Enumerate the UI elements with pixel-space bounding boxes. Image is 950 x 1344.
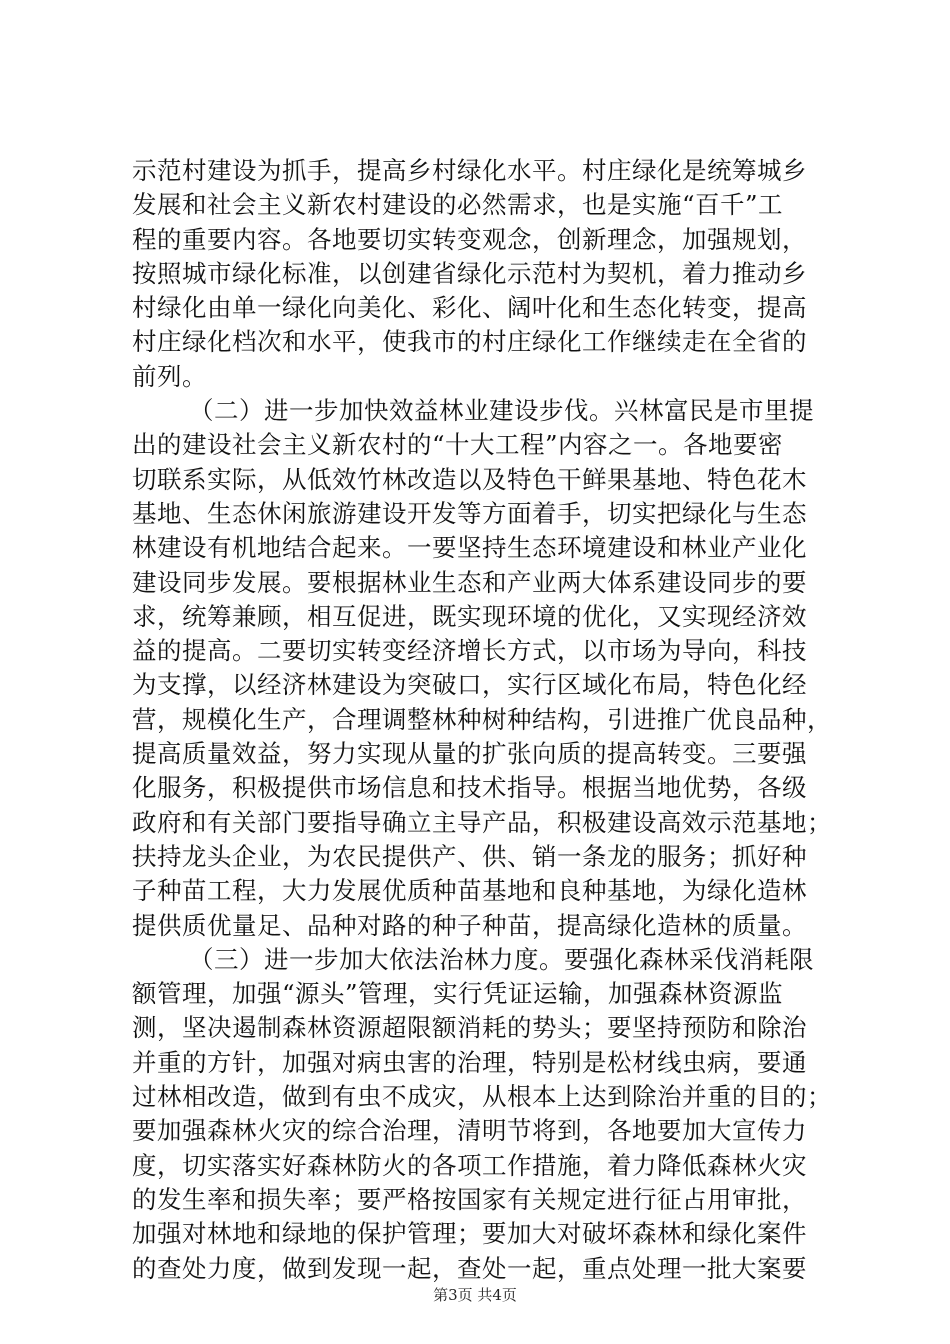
- text-line: 基地、生态休闲旅游建设开发等方面着手，切实把绿化与生态: [132, 498, 807, 528]
- text-line: 政府和有关部门要指导确立主导产品，积极建设高效示范基地；: [132, 807, 832, 837]
- text-line: 村绿化由单一绿化向美化、彩化、阔叶化和生态化转变，提高: [132, 293, 807, 323]
- text-line: 度，切实落实好森林防火的各项工作措施，着力降低森林火灾: [132, 1150, 807, 1180]
- text-line: 求，统筹兼顾，相互促进，既实现环境的优化，又实现经济效: [132, 601, 807, 631]
- text-line: 提高质量效益，努力实现从量的扩张向质的提高转变。三要强: [132, 739, 807, 769]
- text-line: 建设同步发展。要根据林业生态和产业两大体系建设同步的要: [132, 567, 807, 597]
- text-line: 示范村建设为抓手，提高乡村绿化水平。村庄绿化是统筹城乡: [132, 156, 807, 185]
- text-line: （二）进一步加快效益林业建设步伐。兴林富民是市里提: [189, 396, 814, 426]
- text-line: 的发生率和损失率；要严格按国家有关规定进行征占用审批，: [132, 1184, 807, 1214]
- text-line: 发展和社会主义新农村建设的必然需求，也是实施“百千”工: [132, 190, 784, 220]
- text-line: 并重的方针，加强对病虫害的治理，特别是松材线虫病，要通: [132, 1047, 807, 1077]
- text-line: 提供质优量足、品种对路的种子种苗，提高绿化造林的质量。: [132, 910, 807, 940]
- text-line: 出的建设社会主义新农村的“十大工程”内容之一。各地要密: [132, 430, 784, 460]
- text-line: 营，规模化生产，合理调整林种树种结构，引进推广优良品种，: [132, 704, 832, 734]
- body-text: [132, 154, 832, 1286]
- page-number-footer: 第3页 共4页: [433, 1286, 517, 1304]
- text-line: 切联系实际，从低效竹林改造以及特色干鲜果基地、特色花木: [132, 464, 807, 494]
- text-line: 的查处力度，做到发现一起，查处一起，重点处理一批大案要: [132, 1253, 807, 1283]
- text-line: 按照城市绿化标准，以创建省绿化示范村为契机，着力推动乡: [132, 258, 807, 288]
- text-line: 村庄绿化档次和水平，使我市的村庄绿化工作继续走在全省的: [132, 327, 807, 357]
- text-line: 额管理，加强“源头”管理，实行凭证运输，加强森林资源监: [132, 979, 784, 1009]
- text-line: 测，坚决遏制森林资源超限额消耗的势头；要坚持预防和除治: [132, 1013, 807, 1043]
- text-line: 益的提高。二要切实转变经济增长方式，以市场为导向，科技: [132, 636, 807, 666]
- text-line: 前列。: [132, 361, 207, 391]
- text-line: 子种苗工程，大力发展优质种苗基地和良种基地，为绿化造林: [132, 876, 807, 906]
- text-line: 扶持龙头企业，为农民提供产、供、销一条龙的服务；抓好种: [132, 841, 807, 871]
- text-line: 化服务，积极提供市场信息和技术指导。根据当地优势，各级: [132, 773, 807, 803]
- text-line: 为支撑，以经济林建设为突破口，实行区域化布局，特色化经: [132, 670, 807, 700]
- text-line: （三）进一步加大依法治林力度。要强化森林采伐消耗限: [189, 944, 814, 974]
- text-line: 林建设有机地结合起来。一要坚持生态环境建设和林业产业化: [132, 533, 807, 563]
- text-line: 加强对林地和绿地的保护管理；要加大对破坏森林和绿化案件: [132, 1219, 807, 1249]
- text-line: 要加强森林火灾的综合治理，清明节将到，各地要加大宣传力: [132, 1116, 807, 1146]
- text-line: 过林相改造，做到有虫不成灾，从根本上达到除治并重的目的；: [132, 1082, 832, 1112]
- text-line: 程的重要内容。各地要切实转变观念，创新理念，加强规划，: [132, 224, 807, 254]
